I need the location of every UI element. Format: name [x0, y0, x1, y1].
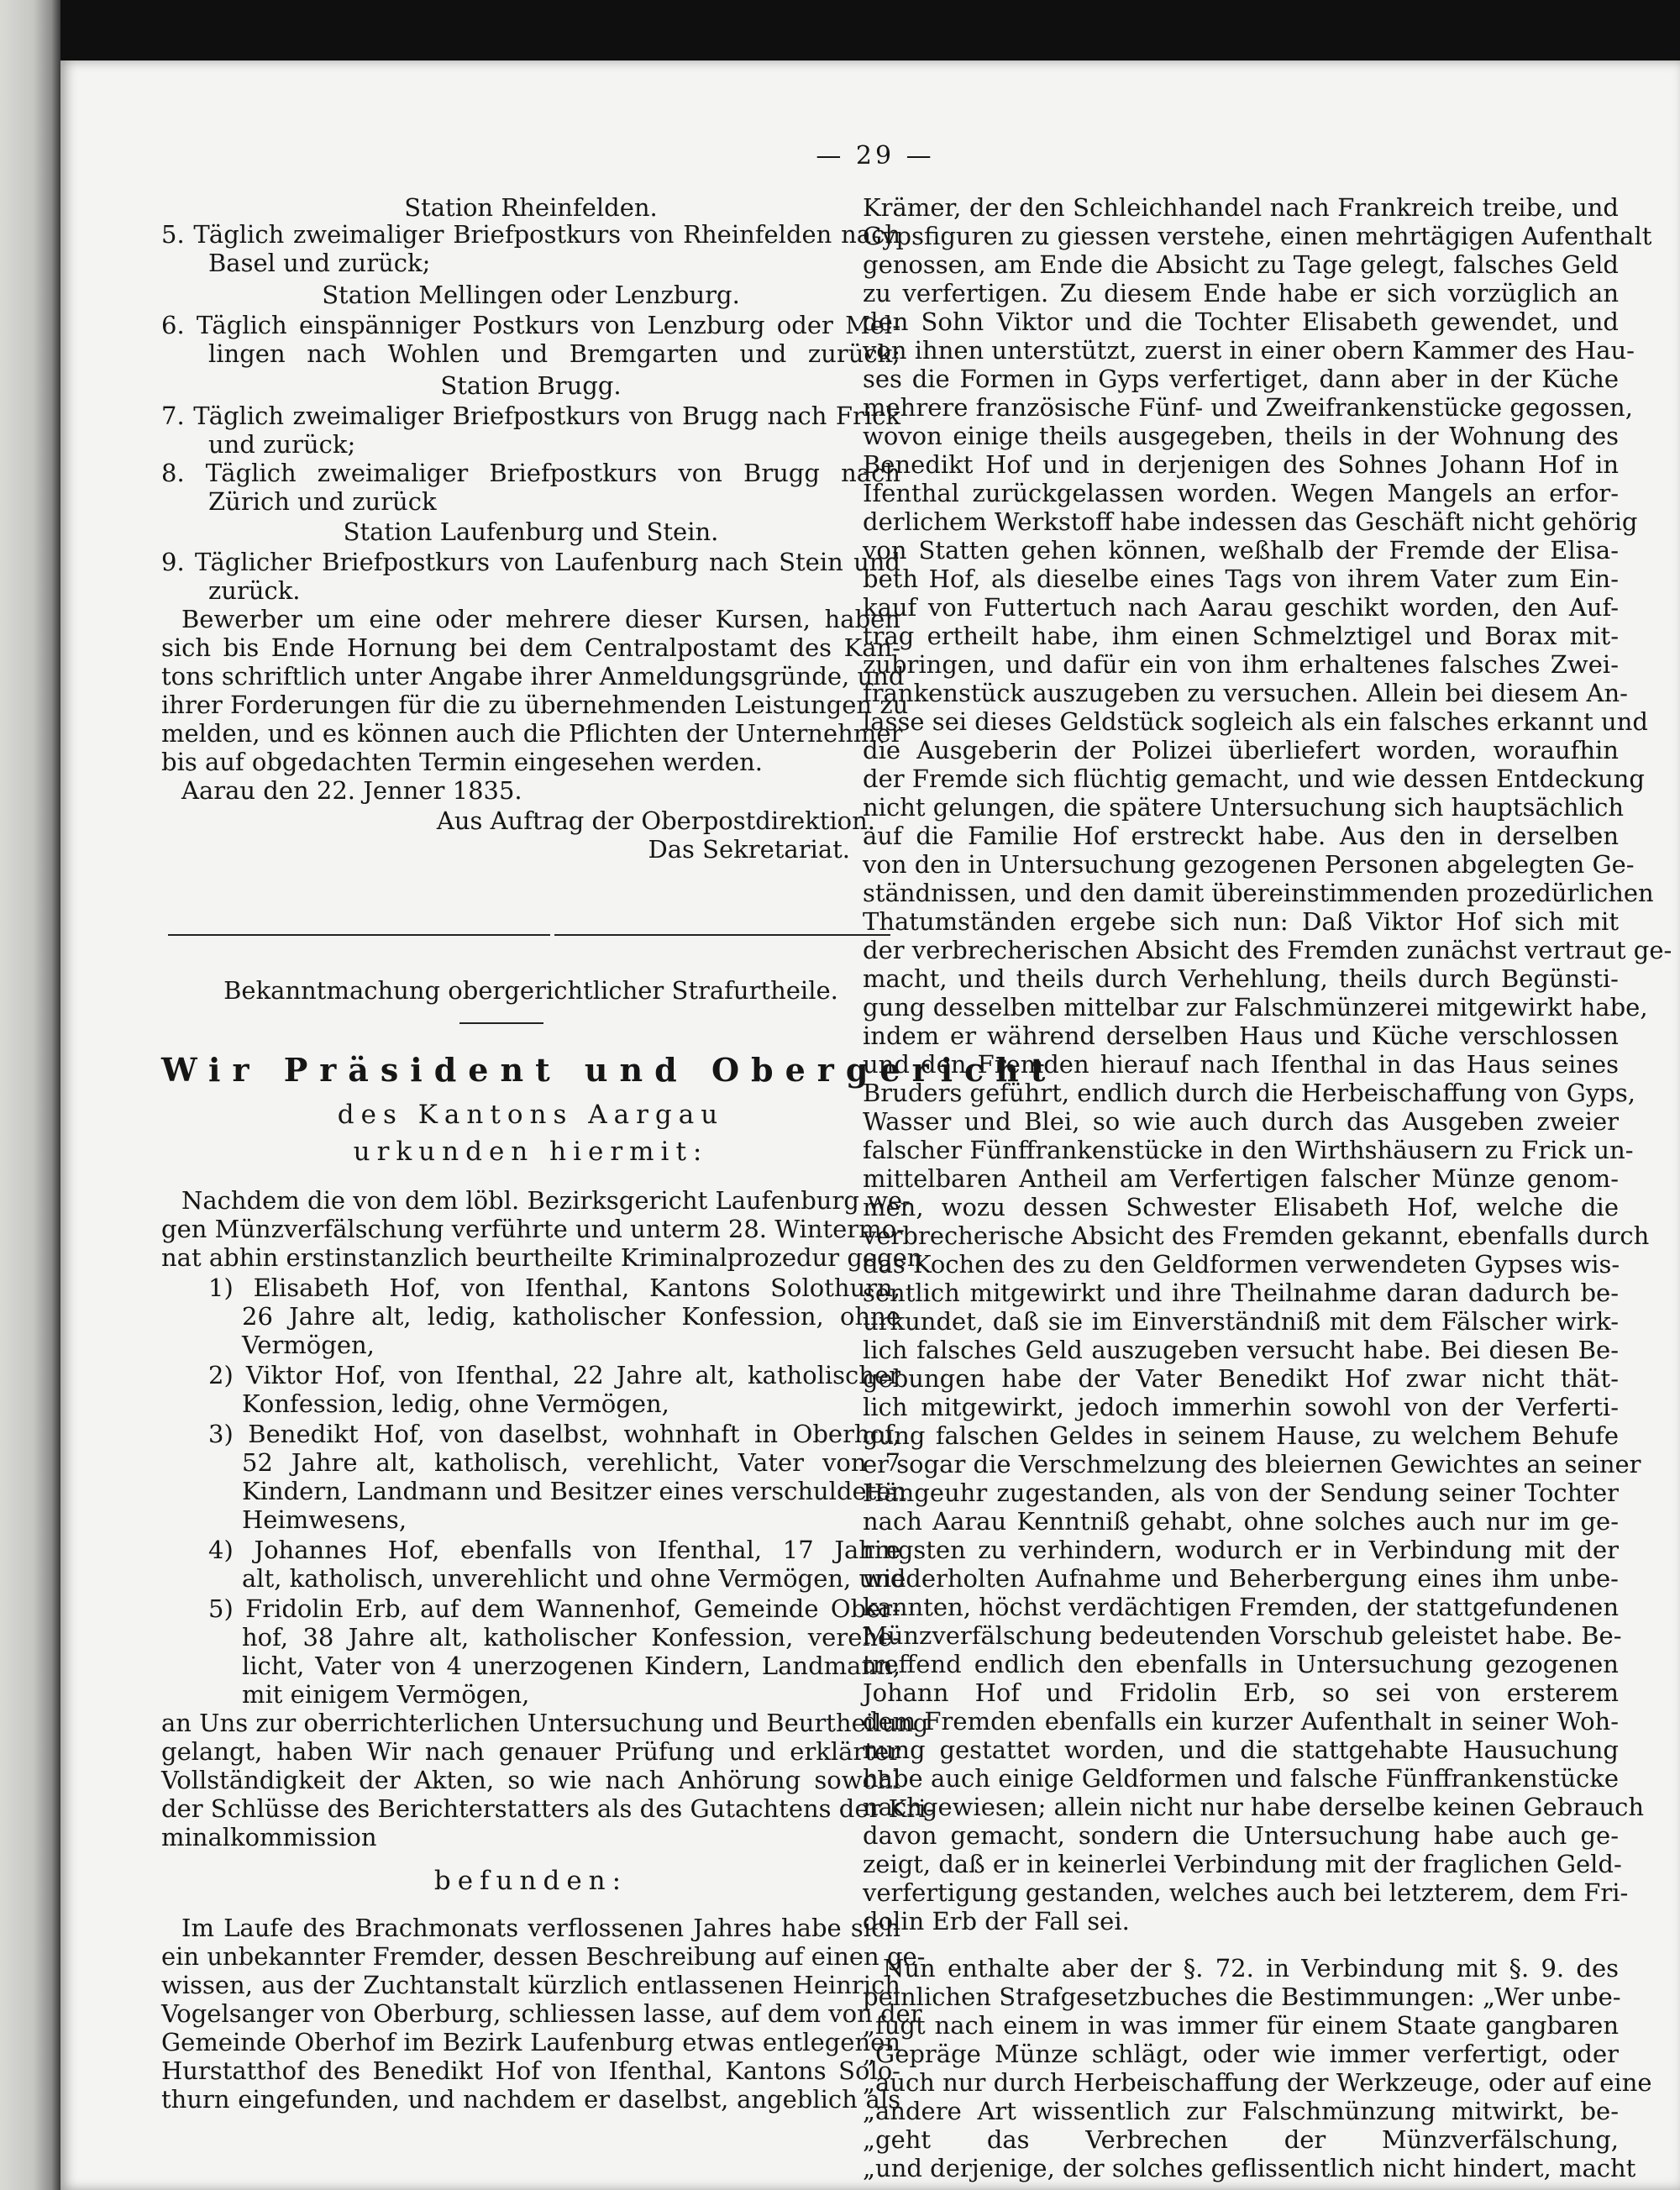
right-text-line: mehrere französische Fünf- und Zweifrankenstücke gegossen,	[863, 393, 1633, 422]
left-text-line: ein unbekannter Fremder, dessen Beschreibung auf einen ge-	[161, 1942, 926, 1971]
right-text-line: Thatumständen ergebe sich nun: Daß Viktor Hof sich mit	[863, 907, 1619, 936]
right-text-line: „geht das Verbrechen der Münzverfälschung,	[863, 2125, 1619, 2154]
right-text-line: gebungen habe der Vater Benedikt Hof zwar nicht thät-	[863, 1364, 1619, 1393]
right-text-line: von ihnen unterstützt, zuerst in einer obern Kammer des Hau-	[863, 336, 1635, 365]
right-text-line: beth Hof, als dieselbe eines Tags von ihrem Vater zum Ein-	[863, 565, 1619, 593]
left-text-line: 5) Fridolin Erb, auf dem Wannenhof, Gemeinde Ober-	[208, 1594, 900, 1623]
right-text-line: „Gepräge Münze schlägt, oder wie immer verfertigt, oder	[863, 2040, 1619, 2068]
right-text-line: Benedikt Hof und in derjenigen des Sohnes Johann Hof in	[863, 450, 1619, 479]
right-text-line: trag ertheilt habe, ihm einen Schmelztigel und Borax mit-	[863, 622, 1619, 650]
right-text-line: auf die Familie Hof erstreckt habe. Aus den in derselben	[863, 822, 1619, 850]
right-text-line: men, wozu dessen Schwester Elisabeth Hof, welche die	[863, 1193, 1619, 1221]
left-text-line: urkunden hiermit:	[353, 1137, 709, 1167]
book-spine	[0, 0, 60, 2190]
right-text-line: Ifenthal zurückgelassen worden. Wegen Mangels an erfor-	[863, 479, 1619, 507]
right-text-line: mittelbaren Antheil am Verfertigen falscher Münze genom-	[863, 1164, 1619, 1193]
left-text-line: 5. Täglich zweimaliger Briefpostkurs von Rheinfelden nach	[161, 220, 900, 249]
right-text-line: frankenstück auszugeben zu versuchen. Allein bei diesem An-	[863, 679, 1628, 707]
right-text-line: Hängeuhr zugestanden, als von der Sendung seiner Tochter	[863, 1478, 1619, 1507]
right-text-line: Krämer, der den Schleichhandel nach Frankreich treibe, und	[863, 193, 1619, 222]
left-text-line: Station Brugg.	[440, 371, 622, 400]
left-text-line: gelangt, haben Wir nach genauer Prüfung und erklärter	[161, 1737, 900, 1766]
left-text-line: Im Laufe des Brachmonats verflossenen Jahres habe sich	[181, 1914, 900, 1942]
right-text-line: von den in Untersuchung gezogenen Personen abgelegten Ge-	[863, 850, 1635, 879]
right-text-line: Münzverfälschung bedeutenden Vorschub geleistet habe. Be-	[863, 1621, 1622, 1650]
heading-underline	[459, 1022, 543, 1024]
left-text-line: wissen, aus der Zuchtanstalt kürzlich entlassenen Heinrich	[161, 1971, 900, 1999]
left-text-line: befunden:	[433, 1866, 628, 1896]
left-text-line: gen Münzverfälschung verführte und unterm 28. Wintermo-	[161, 1215, 905, 1243]
page-number: — 29 —	[816, 141, 935, 171]
left-text-line: Vermögen,	[242, 1331, 375, 1359]
right-text-line: gung desselben mittelbar zur Falschmünzerei mitgewirkt habe,	[863, 993, 1648, 1021]
left-text-line: Das Sekretariat.	[648, 835, 850, 864]
right-text-line: verfertigung gestanden, welches auch bei letzterem, dem Fri-	[863, 1878, 1629, 1907]
left-text-line: Aus Auftrag der Oberpostdirektion.	[436, 806, 875, 835]
right-text-line: nachgewiesen; allein nicht nur habe derselbe keinen Gebrauch	[863, 1793, 1645, 1821]
right-text-line: „auch nur durch Herbeischaffung der Werkzeuge, oder auf eine	[863, 2068, 1652, 2097]
left-text-line: bis auf obgedachten Termin eingesehen werden.	[161, 748, 763, 776]
left-text-line: Konfession, ledig, ohne Vermögen,	[242, 1389, 669, 1418]
right-text-line: Gypsfiguren zu giessen verstehe, einen mehrtägigen Aufenthalt	[863, 222, 1652, 250]
left-text-line: melden, und es können auch die Pflichten der Unternehmer	[161, 719, 903, 748]
right-text-line: gung falschen Geldes in seinem Hause, zu welchem Behufe	[863, 1421, 1619, 1450]
right-text-line: ständnissen, und den damit übereinstimmenden prozedürlichen	[863, 879, 1654, 907]
right-text-line: sentlich mitgewirkt und ihre Theilnahme daran dadurch be-	[863, 1279, 1619, 1307]
left-text-line: lingen nach Wohlen und Bremgarten und zurück;	[208, 339, 900, 368]
left-text-line: 26 Jahre alt, ledig, katholischer Konfession, ohne	[242, 1302, 900, 1331]
right-text-line: lich mitgewirkt, jedoch immerhin sowohl von der Verferti-	[863, 1393, 1619, 1421]
left-text-line: Station Mellingen oder Lenzburg.	[322, 281, 740, 309]
left-text-line: Bewerber um eine oder mehrere dieser Kursen, haben	[181, 605, 900, 633]
left-text-line: und zurück;	[208, 430, 356, 459]
right-text-line: kannten, höchst verdächtigen Fremden, der stattgefundenen	[863, 1593, 1619, 1621]
right-text-line: der verbrecherischen Absicht des Fremden zunächst vertraut ge-	[863, 936, 1672, 964]
left-text-line: Heimwesens,	[242, 1505, 407, 1534]
right-text-line: verbrecherische Absicht des Fremden gekannt, ebenfalls durch	[863, 1221, 1650, 1250]
right-text-line: habe auch einige Geldformen und falsche Fünffrankenstücke	[863, 1764, 1619, 1793]
left-text-line: 9. Täglicher Briefpostkurs von Laufenburg nach Stein und	[161, 548, 900, 576]
left-text-line: ihrer Forderungen für die zu übernehmenden Leistungen zu	[161, 691, 909, 719]
right-text-line: „andere Art wissentlich zur Falschmünzung mitwirkt, be-	[863, 2097, 1619, 2125]
section-divider-right	[554, 934, 890, 936]
left-text-line: 2) Viktor Hof, von Ifenthal, 22 Jahre alt, katholischer	[208, 1361, 900, 1389]
left-text-line: Aarau den 22. Jenner 1835.	[181, 776, 522, 805]
right-text-line: nung gestattet worden, und die stattgehabte Hausuchung	[863, 1736, 1619, 1764]
left-text-line: licht, Vater von 4 unerzogenen Kindern, Landmann,	[242, 1652, 900, 1680]
left-text-line: Gemeinde Oberhof im Bezirk Laufenburg etwas entlegenen	[161, 2028, 900, 2056]
left-text-line: 3) Benedikt Hof, von daselbst, wohnhaft in Oberhof,	[208, 1420, 900, 1448]
left-text-line: mit einigem Vermögen,	[242, 1680, 530, 1709]
left-text-line: Vollständigkeit der Akten, so wie nach Anhörung sowohl	[161, 1766, 900, 1794]
right-text-line: falscher Fünffrankenstücke in den Wirthshäusern zu Frick un-	[863, 1136, 1634, 1164]
left-text-line: 6. Täglich einspänniger Postkurs von Lenzburg oder Mel-	[161, 311, 900, 339]
book-page	[60, 60, 1680, 2190]
right-text-line: Bruders geführt, endlich durch die Herbeischaffung von Gyps,	[863, 1079, 1635, 1107]
left-text-line: Hurstatthof des Benedikt Hof von Ifenthal, Kantons Solo-	[161, 2056, 900, 2085]
right-text-line: genossen, am Ende die Absicht zu Tage gelegt, falsches Geld	[863, 250, 1619, 279]
left-text-line: alt, katholisch, unverehlicht und ohne Vermögen, und	[242, 1564, 906, 1593]
left-text-line: hof, 38 Jahre alt, katholischer Konfession, verehe-	[242, 1623, 900, 1652]
right-text-line: lich falsches Geld auszugeben versucht habe. Bei diesen Be-	[863, 1336, 1619, 1364]
right-text-line: das Kochen des zu den Geldformen verwendeten Gypses wis-	[863, 1250, 1620, 1279]
section-divider-left	[168, 934, 550, 936]
right-text-line: den Sohn Viktor und die Tochter Elisabeth gewendet, und	[863, 307, 1619, 336]
right-text-line: davon gemacht, sondern die Untersuchung habe auch ge-	[863, 1821, 1619, 1850]
right-text-line: nach Aarau Kenntniß gehabt, ohne solches auch nur im ge-	[863, 1507, 1619, 1536]
left-text-line: 7. Täglich zweimaliger Briefpostkurs von Brugg nach Frick	[161, 402, 900, 430]
left-text-line: der Schlüsse des Berichterstatters als des Gutachtens der Kri-	[161, 1794, 935, 1823]
right-text-line: nicht gelungen, die spätere Untersuchung sich hauptsächlich	[863, 793, 1625, 822]
left-text-line: tons schriftlich unter Angabe ihrer Anmeldungsgründe, und	[161, 662, 905, 691]
right-text-line: zu verfertigen. Zu diesem Ende habe er sich vorzüglich an	[863, 279, 1619, 307]
left-text-line: Kindern, Landmann und Besitzer eines verschuldeten	[242, 1477, 907, 1505]
left-text-line: des Kantons Aargau	[337, 1100, 725, 1130]
left-text-line: Wir Präsident und Obergericht	[161, 1051, 1058, 1089]
left-text-line: minalkommission	[161, 1823, 377, 1851]
right-text-line: und den Fremden hierauf nach Ifenthal in das Haus seines	[863, 1050, 1619, 1079]
left-text-line: Bekanntmachung obergerichtlicher Strafurtheile.	[223, 976, 838, 1005]
right-text-line: indem er während derselben Haus und Küche verschlossen	[863, 1021, 1619, 1050]
right-text-line: Wasser und Blei, so wie auch durch das Ausgeben zweier	[863, 1107, 1619, 1136]
left-text-line: 52 Jahre alt, katholisch, verehlicht, Vater von 7	[242, 1448, 900, 1477]
right-text-line: „und derjenige, der solches geflissentlich nicht hindert, macht	[863, 2154, 1636, 2182]
right-text-line: von Statten gehen können, weßhalb der Fremde der Elisa-	[863, 536, 1619, 565]
right-text-line: treffend endlich den ebenfalls in Untersuchung gezogenen	[863, 1650, 1619, 1678]
right-text-line: kauf von Futtertuch nach Aarau geschikt worden, den Auf-	[863, 593, 1619, 622]
right-text-line: macht, und theils durch Verhehlung, theils durch Begünsti-	[863, 964, 1619, 993]
left-text-line: an Uns zur oberrichterlichen Untersuchung und Beurtheilung	[161, 1709, 929, 1737]
right-text-line: ses die Formen in Gyps verfertiget, dann aber in der Küche	[863, 365, 1619, 393]
left-text-line: Nachdem die von dem löbl. Bezirksgericht Laufenburg we-	[181, 1186, 911, 1215]
right-text-line: der Fremde sich flüchtig gemacht, und wie dessen Entdeckung	[863, 764, 1645, 793]
left-text-line: zurück.	[208, 576, 301, 605]
right-text-line: dolin Erb der Fall sei.	[863, 1907, 1130, 1935]
left-text-line: Station Laufenburg und Stein.	[343, 517, 719, 546]
right-text-line: „fugt nach einem in was immer für einem Staate gangbaren	[863, 2011, 1619, 2040]
right-text-line: wiederholten Aufnahme und Beherbergung eines ihm unbe-	[863, 1564, 1619, 1593]
left-text-line: nat abhin erstinstanzlich beurtheilte Kriminalprozedur gegen	[161, 1243, 923, 1272]
right-text-line: urkundet, daß sie im Einverständniß mit dem Fälscher wirk-	[863, 1307, 1619, 1336]
left-text-line: 8. Täglich zweimaliger Briefpostkurs von Brugg nach	[161, 459, 900, 487]
right-text-line: derlichem Werkstoff habe indessen das Geschäft nicht gehörig	[863, 507, 1638, 536]
right-text-line: er sogar die Verschmelzung des bleiernen Gewichtes an seiner	[863, 1450, 1641, 1478]
right-text-line: ringsten zu verhindern, wodurch er in Verbindung mit der	[863, 1536, 1619, 1564]
left-text-line: 1) Elisabeth Hof, von Ifenthal, Kantons Solothurn,	[208, 1274, 900, 1302]
left-text-line: sich bis Ende Hornung bei dem Centralpostamt des Kan-	[161, 633, 900, 662]
left-text-line: Zürich und zurück	[208, 487, 437, 516]
left-text-line: Basel und zurück;	[208, 249, 431, 277]
right-text-line: wovon einige theils ausgegeben, theils in der Wohnung des	[863, 422, 1619, 450]
left-text-line: Station Rheinfelden.	[404, 193, 658, 222]
right-text-line: Johann Hof und Fridolin Erb, so sei von ersterem	[863, 1678, 1619, 1707]
right-text-line: zeigt, daß er in keinerlei Verbindung mit der fraglichen Geld-	[863, 1850, 1622, 1878]
right-text-line: peinlichen Strafgesetzbuches die Bestimmungen: „Wer unbe-	[863, 1983, 1621, 2011]
right-text-line: lasse sei dieses Geldstück sogleich als ein falsches erkannt und	[863, 707, 1648, 736]
left-text-line: 4) Johannes Hof, ebenfalls von Ifenthal, 17 Jahre	[208, 1536, 900, 1564]
left-text-line: Vogelsanger von Oberburg, schliessen lasse, auf dem von der	[161, 1999, 922, 2028]
left-text-line: thurn eingefunden, und nachdem er daselbst, angeblich als	[161, 2085, 900, 2114]
right-text-line: Nun enthalte aber der §. 72. in Verbindung mit §. 9. des	[883, 1954, 1619, 1983]
right-text-line: zubringen, und dafür ein von ihm erhaltenes falsches Zwei-	[863, 650, 1619, 679]
right-text-line: die Ausgeberin der Polizei überliefert worden, woraufhin	[863, 736, 1619, 764]
right-text-line: dem Fremden ebenfalls ein kurzer Aufenthalt in seiner Woh-	[863, 1707, 1619, 1736]
